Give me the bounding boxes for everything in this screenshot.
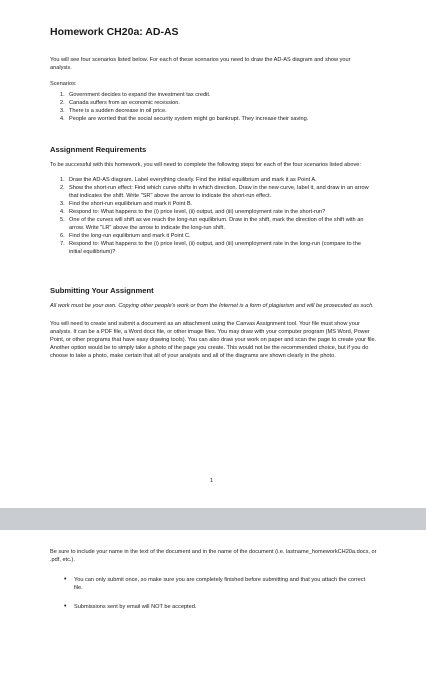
list-item: 6. Find the long-run equilibrium and mark it Point C. — [60, 233, 191, 239]
submitting-heading: Submitting Your Assignment — [50, 286, 154, 295]
page-number: 1 — [210, 478, 214, 484]
bullet-icon: • — [64, 576, 67, 583]
requirements-intro: To be successful with this homework, you will need to complete the following steps for each of the four scenarios listed above: — [50, 162, 361, 168]
plagiarism-warning: All work must be your own. Copying other people's work or from the Internet is a form of plagiarism and will be prosecuted as such. — [50, 303, 374, 309]
list-item: 2. Show the short-run effect: Find which curve shifts in which direction. Draw in the new curve, label it, and draw in an arrow that indicates the shift. Write "SR" above the arrow to indicate the short-run effect. — [60, 185, 369, 199]
submission-instructions: You will need to create and submit a document as an attachment using the Canvas Assignment tool. Your file must show your analysis. It can be a PDF file, a Word docx file, or other image files. You may draw with your computer program (MS Word, Power Point, or other programs that have easy drawing tools). You can also draw your work on paper and scan the page to create your file. Another option would be to simply take a photo of the page you create. This would not be the recommended choice, but if you do choose to take a photo, make certain that all of your analysis and all of the diagrams are shown clearly in the photo. — [50, 321, 377, 359]
list-item: 1. Draw the AD-AS diagram. Label everything clearly. Find the initial equilibrium and mark it as Point A. — [60, 177, 317, 183]
list-item: 4. People are worried that the social security system might go bankrupt. They increase their saving. — [60, 116, 309, 122]
requirements-heading: Assignment Requirements — [50, 145, 147, 154]
requirements-list — [50, 176, 382, 256]
list-item: 5. One of the curves will shift as we reach the long-run equilibrium. Draw in the shift, mark the direction of the shift with an arrow. Write "LR" above the arrow to indicate the long-run shift. — [60, 217, 364, 231]
bullet-icon: • — [64, 603, 67, 610]
list-item: • You can only submit once, so make sure you are completely finished before submitting and that you attach the correct file. — [64, 576, 366, 591]
document-page-2 — [0, 530, 426, 700]
scenarios-label: Scenarios: — [50, 81, 77, 87]
list-item: • Submissions sent by email will NOT be accepted. — [64, 603, 197, 610]
list-item: 2. Canada suffers from an economic recession. — [60, 100, 180, 106]
page-separator — [0, 508, 426, 530]
list-item: 3. Find the short-run equilibrium and mark it Point B. — [60, 201, 193, 207]
notes-list — [50, 576, 382, 611]
naming-instructions: Be sure to include your name in the text of the document and in the name of the document (i.e. lastname_homeworkCH20a.docx, or .pdf, etc.). — [50, 549, 377, 563]
list-item: 4. Respond to: What happens to the (i) price level, (ii) output, and (iii) unemployment rate in the short-run? — [60, 209, 326, 215]
list-item: 7. Respond to: What happens to the (i) price level, (ii) output, and (iii) unemployment rate in the long-run (compare to the initial equilibrium)? — [60, 241, 361, 255]
scenarios-list — [50, 91, 382, 123]
list-item: 1. Government decides to expand the investment tax credit. — [60, 92, 211, 98]
document-title: Homework CH20a: AD-AS — [50, 26, 179, 38]
intro-paragraph: You will see four scenarios listed below. For each of these scenarios you need to draw the AD-AS diagram and show your analysis. — [50, 57, 351, 71]
list-item: 3. There is a sudden decrease in oil price. — [60, 108, 167, 114]
